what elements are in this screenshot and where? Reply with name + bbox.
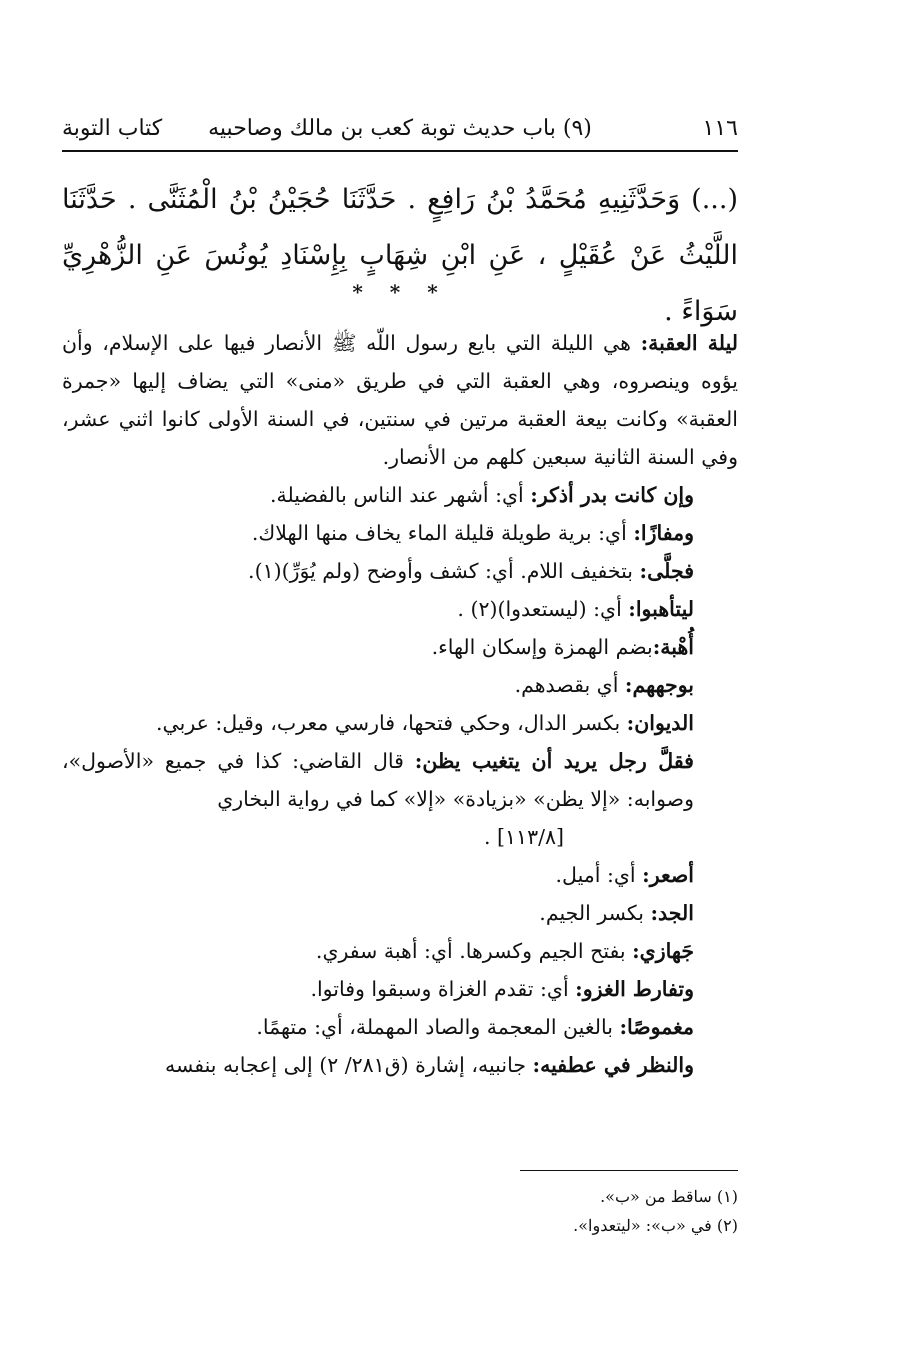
entry-biwajhihim [62,666,738,704]
entry-laylat-al-aqaba [62,324,738,476]
entry-text: أي: أشهر عند الناس بالفضيلة. [270,483,531,507]
entry-diwan [62,704,738,742]
entry-text: بضم الهمزة وإسكان الهاء. [431,635,653,659]
entry-text: أي: أميل. [555,863,643,887]
entry-text: هي الليلة التي بايع رسول اللّه ﷺ الأنصار فيها على الإسلام، وأن يؤوه وينصروه، وهي العقبة التي في طريق «منى» التي يضاف إليها «جمرة العقبة» وكانت بيعة العقبة مرتين في سنتين، في السنة الأولى كانوا اثني عشر، وفي السنة الثانية سبعين كلهم من الأنصار. [62,331,738,469]
entry-text: بكسر الجيم. [539,901,651,925]
entry-term: أصعر: [642,863,694,887]
entry-text: بفتح الجيم وكسرها. أي: أهبة سفري. [315,939,633,963]
entry-text: أي: (ليستعدوا)(٢) . [457,597,629,621]
entry-tafarat [62,970,738,1008]
entry-text: بتخفيف اللام. أي: كشف وأوضح (ولم يُوَرِّ)(١). [248,559,640,583]
entry-jidd [62,894,738,932]
entry-itfayhi [62,1046,738,1084]
entry-jalla [62,552,738,590]
entry-term: ومفازًا: [633,521,694,545]
page-header [62,114,738,152]
entry-jahazi [62,932,738,970]
entry-uhba [62,628,738,666]
entry-text: أي بقصدهم. [514,673,625,697]
entry-text: قال القاضي: كذا في جميع «الأصول»، وصوابه: «إلا يظن» «بزيادة» «إلا» كما في رواية البخاري [62,749,694,811]
entry-term: ليلة العقبة: [640,331,739,355]
entry-term: وإن كانت بدر أذكر: [530,483,694,507]
entry-term: وتفارط الغزو: [575,977,694,1001]
hadith-text: (...) وَحَدَّثَنِيهِ مُحَمَّدُ بْنُ رَافِعٍ . حَدَّثَنَا حُجَيْنُ بْنُ الْمُثَنَّى . حَدَّثَنَا اللَّيْثُ عَنْ عُقَيْلٍ ، عَنِ ابْنِ شِهَابٍ بِإِسْنَادِ يُونُسَ عَنِ الزُّهْرِيِّ سَوَاءً . [62,184,738,327]
entry-term: جَهازي: [632,939,694,963]
book-title: كتاب التوبة [62,116,163,141]
footnote: (٢) في «ب»: «ليتعدوا». [573,1216,738,1235]
entry-text: أي: تقدم الغزاة وسبقوا وفاتوا. [310,977,576,1001]
entry-text: جانبيه، إشارة (ق٢٨١/ ٢) إلى إعجابه بنفسه [164,1053,533,1077]
entry-term: ليتأهبوا: [628,597,694,621]
commentary [62,324,738,1084]
page-number: ١١٦ [702,116,738,141]
chapter-title: (٩) باب حديث توبة كعب بن مالك وصاحبيه [208,116,592,141]
footnotes [62,1182,738,1240]
entry-term: بوجههم: [624,673,694,697]
entry-yataahhabu [62,590,738,628]
bukhari-reference: [١١٣/٨] . [484,825,564,849]
entry-term: أُهْبة: [652,635,694,659]
entry-term: فجلَّى: [639,559,694,583]
entry-badr [62,476,738,514]
footnote: (١) ساقط من «ب». [600,1187,738,1206]
footnote-divider [520,1170,738,1171]
entry-text: بالغين المعجمة والصاد المهملة، أي: متهمًا. [256,1015,620,1039]
entry-asar [62,856,738,894]
entry-term: الجد: [650,901,694,925]
entry-mafaz [62,514,738,552]
section-separator: * * * [352,280,448,304]
entry-term: مغموصًا: [619,1015,694,1039]
entry-term: الديوان: [626,711,694,735]
entry-faqalla [62,742,738,856]
entry-maghmus [62,1008,738,1046]
entry-text: أي: برية طويلة قليلة الماء يخاف منها الهلاك. [251,521,634,545]
entry-term: والنظر في عطفيه: [532,1053,694,1077]
entry-term: فقلَّ رجل يريد أن يتغيب يظن: [414,749,694,773]
entry-text: بكسر الدال، وحكي فتحها، فارسي معرب، وقيل: عربي. [156,711,627,735]
